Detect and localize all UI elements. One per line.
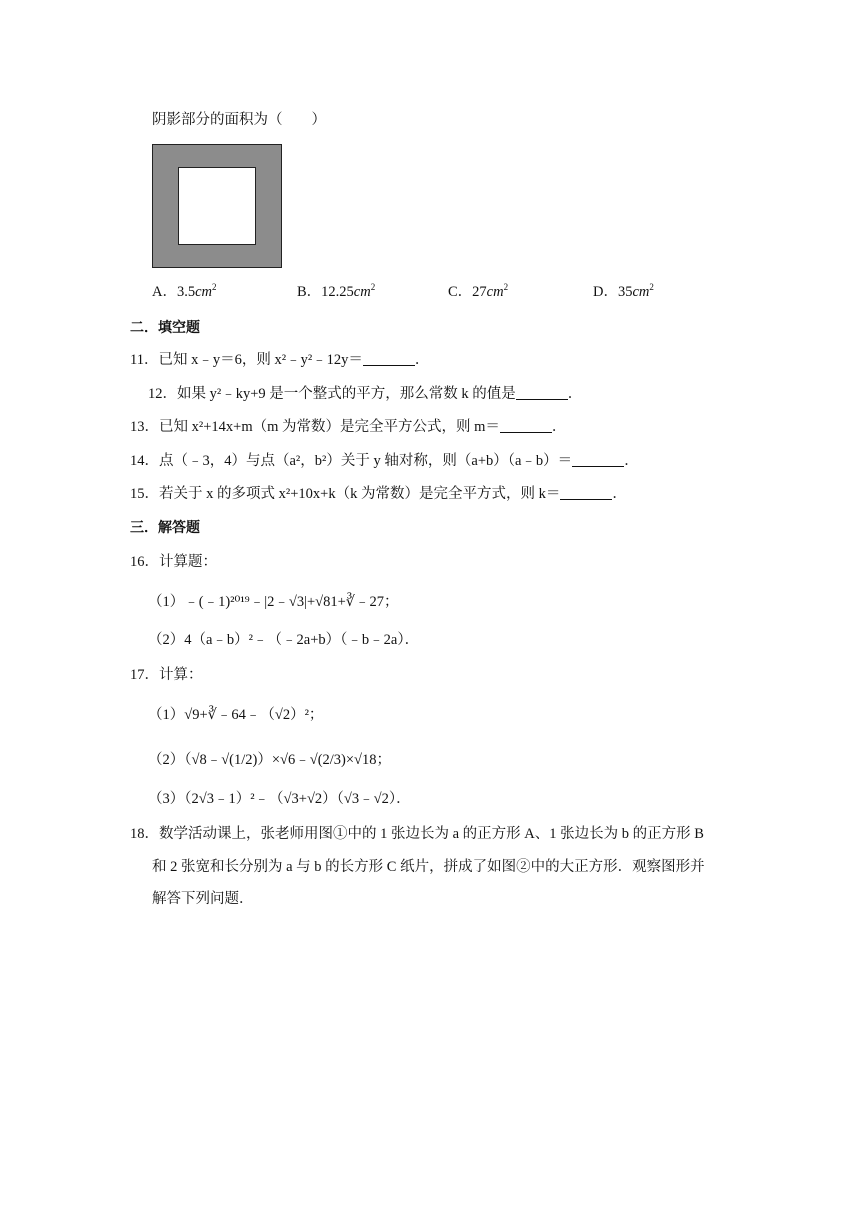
q13-text: 已知 x²+14x+m（m 为常数）是完全平方公式，则 m＝ (159, 419, 500, 435)
figure-2-ref: ② (516, 859, 531, 875)
q11-number: 11． (130, 352, 159, 368)
q18-number: 18． (130, 826, 159, 842)
answer-blank (500, 418, 552, 433)
q17-number: 17． (130, 667, 159, 683)
shaded-square-figure (152, 144, 282, 268)
option-a (152, 282, 217, 302)
question-16-part-2: （2）4（a﹣b）²﹣（﹣2a+b）（﹣b﹣2a）． (148, 632, 420, 648)
question-15: 15．若关于 x 的多项式 x²+10x+k（k 为常数）是完全平方式，则 k＝ ． (130, 486, 627, 502)
q14-number: 14． (130, 453, 159, 469)
question-13: 13．已知 x²+14x+m（m 为常数）是完全平方公式，则 m＝ ． (130, 419, 567, 435)
q10-stem-text: 阴影部分的面积为（ ） (152, 112, 326, 128)
q18-line2-text-b: 中的大正方形．观察图形并 (530, 859, 705, 875)
option-b (297, 282, 375, 302)
answer-blank (560, 485, 612, 500)
q18-line1-text-a: 数学活动课上，张老师用图 (159, 826, 333, 842)
option-a-unit: cm (195, 284, 213, 300)
option-a-exp: 2 (212, 282, 217, 292)
option-a-value: A．3.5 (152, 284, 196, 300)
q12-number: 12． (148, 386, 177, 402)
q16-title-text: 计算题： (159, 554, 217, 570)
question-12: 12．如果 y²﹣ky+9 是一个整式的平方，那么常数 k 的值是 ． (148, 386, 583, 402)
question-17-part-1: （1）√9+∛﹣64﹣（√2）²； (148, 707, 324, 723)
q11-text: 已知 x﹣y＝6，则 x²﹣y²﹣12y＝ (158, 352, 363, 368)
option-d-unit: cm (632, 284, 650, 300)
option-c-unit: cm (486, 284, 504, 300)
question-17-part-2: （2）（√8﹣√(1/2)）×√6﹣√(2/3)×√18； (148, 752, 392, 768)
question-16-title (130, 552, 217, 572)
q13-number: 13． (130, 419, 159, 435)
question-18-line-2 (152, 857, 705, 877)
question-17-title (130, 665, 203, 685)
option-d-value: D．35 (593, 284, 633, 300)
option-b-exp: 2 (370, 282, 376, 292)
question-18-line-3: 解答下列问题． (152, 891, 254, 907)
section-title-fill-blank: 二．填空题 (130, 319, 200, 335)
option-b-unit: cm (353, 284, 371, 300)
q14-text: 点（﹣3，4）与点（a²，b²）关于 y 轴对称，则（a+b）（a﹣b）＝ (159, 453, 573, 469)
q15-text: 若关于 x 的多项式 x²+10x+k（k 为常数）是完全平方式，则 k＝ (159, 486, 561, 502)
answer-blank (572, 452, 624, 467)
option-d-exp: 2 (649, 282, 654, 292)
option-c (448, 282, 508, 302)
q18-line1-text-b: 中的 1 张边长为 a 的正方形 A、1 张边长为 b 的正方形 B (347, 826, 704, 842)
option-c-exp: 2 (503, 282, 509, 292)
q15-number: 15． (130, 486, 159, 502)
q12-text: 如果 y²﹣ky+9 是一个整式的平方，那么常数 k 的值是 (177, 386, 516, 402)
question-10-stem (152, 110, 326, 130)
q16-number: 16． (130, 554, 159, 570)
figure-1-ref: ① (333, 826, 348, 842)
question-17-part-3: （3）（2√3﹣1）²﹣（√3+√2）（√3﹣√2）． (148, 791, 411, 807)
option-d (593, 282, 654, 302)
inner-white-square (178, 167, 256, 245)
question-11: 11．已知 x﹣y＝6，则 x²﹣y²﹣12y＝ ． (130, 352, 430, 368)
section-title-solve: 三．解答题 (130, 519, 200, 535)
question-18-line-1 (130, 824, 704, 844)
option-c-value: C．27 (448, 284, 487, 300)
question-14: 14．点（﹣3，4）与点（a²，b²）关于 y 轴对称，则（a+b）（a﹣b）＝ ． (130, 453, 639, 469)
q17-title-text: 计算： (159, 667, 203, 683)
answer-blank (516, 385, 568, 400)
option-b-value: B．12.25 (297, 284, 354, 300)
question-16-part-1: （1）﹣(﹣1)²⁰¹⁹﹣|2﹣√3|+√81+∛﹣27； (148, 594, 399, 610)
q18-line2-text-a: 和 2 张宽和长分别为 a 与 b 的长方形 C 纸片，拼成了如图 (152, 859, 517, 875)
answer-blank (363, 351, 415, 366)
